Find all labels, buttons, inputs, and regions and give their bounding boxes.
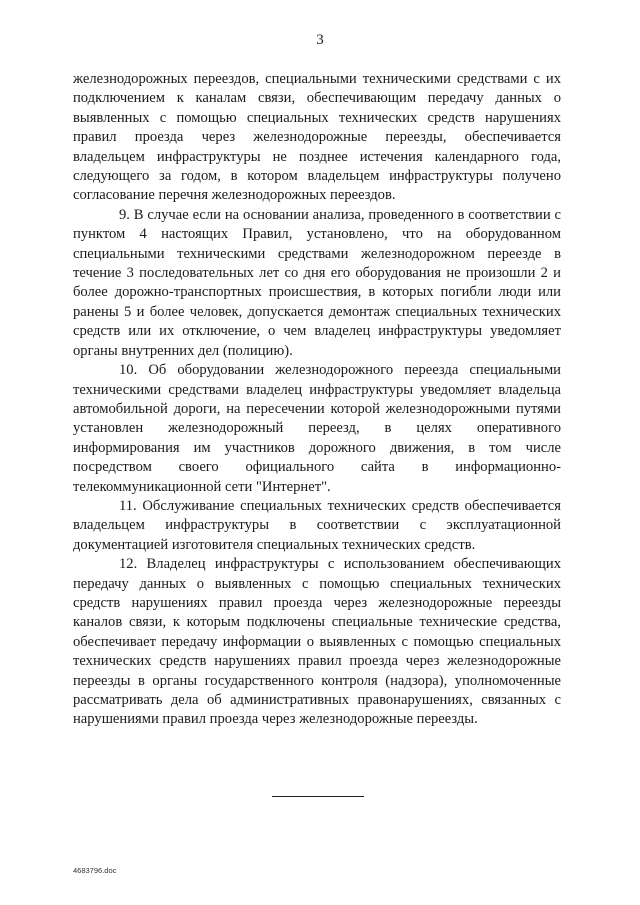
page-number: 3 xyxy=(316,32,324,48)
paragraph-10: 10. Об оборудовании железнодорожного переезда специальными техническими средствами владелец инфраструктуры уведомляет владельца автомобильной дороги, на пересечении которой железнодорожными путями установлен железнодорожный переезд, в целях оперативного информирования им участников дорожного движения, в том числе посредством своего официального сайта в информационно-телекоммуникационной сети "Интернет". xyxy=(73,362,561,495)
paragraph-11: 11. Обслуживание специальных технических средств обеспечивается владельцем инфраструктуры в соответствии с эксплуатационной документацией изготовителя специальных технических средств. xyxy=(73,497,561,553)
document-body xyxy=(73,70,561,730)
paragraph-12: 12. Владелец инфраструктуры с использованием обеспечивающих передачу данных о выявленных с помощью специальных технических средств нарушениях правил проезда через железнодорожные переезды каналов связи, к которым подключены специальные технические средства, обеспечивает передачу информации о выявленных с помощью специальных технических средств нарушениях правил проезда через железнодорожные переезды в органы государственного контроля (надзора), уполномоченные рассматривать дела об административных правонарушениях, связанных с нарушениями правил проезда через железнодорожные переезды. xyxy=(73,556,561,728)
paragraph-9: 9. В случае если на основании анализа, проведенного в соответствии с пунктом 4 настоящих Правил, установлено, что на оборудованном специальными техническими средствами железнодорожном переезде в течение 3 последовательных лет со дня его оборудования не произошли 2 и более дорожно-транспортных происшествия, в которых погибли люди или ранены 5 и более человек, допускается демонтаж специальных технических средств или их отключение, о чем владелец инфраструктуры уведомляет органы внутренних дел (полицию). xyxy=(73,206,561,359)
end-separator-line xyxy=(272,796,364,797)
paragraph-continuation: железнодорожных переездов, специальными техническими средствами с их подключением к каналам связи, обеспечивающим передачу данных о выявленных с помощью специальных технических средств нарушениях правил проезда через железнодорожные переезды, обеспечивается владельцем инфраструктуры не позднее истечения календарного года, следующего за годом, в котором владельцем инфраструктуры получено согласование перечня железнодорожных переездов. xyxy=(73,71,561,204)
document-id-footer: 4683796.doc xyxy=(73,866,117,875)
